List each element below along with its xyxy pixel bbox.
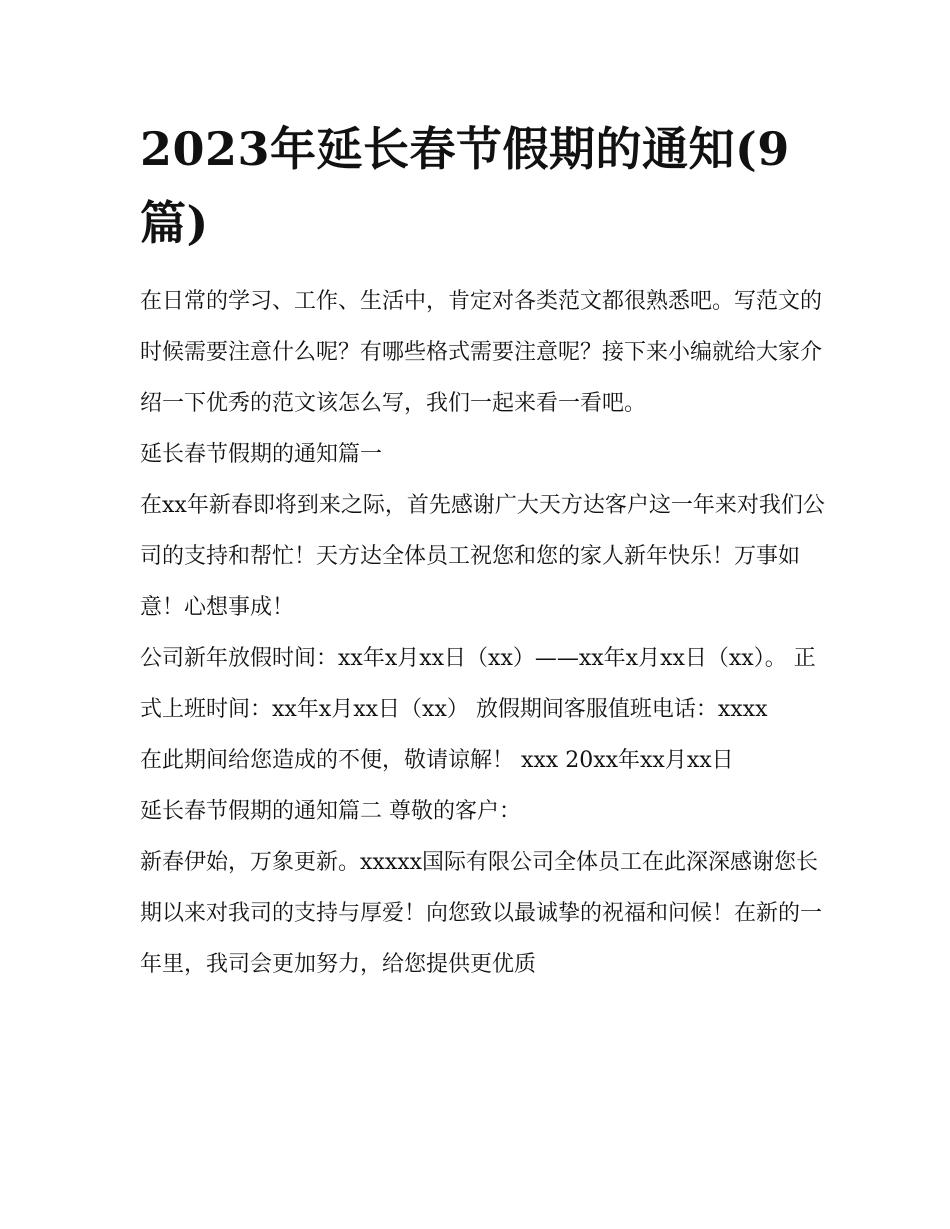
body-paragraph: 在xx年新春即将到来之际，首先感谢广大天方达客户这一年来对我们公司的支持和帮忙！天方达全体员工祝您和您的家人新年快乐！万事如意！心想事成！ xyxy=(140,493,825,620)
body-paragraph: 新春伊始，万象更新。xxxxx国际有限公司全体员工在此深深感谢您长期以来对我司的支持与厚爱！向您致以最诚挚的祝福和问候！在新的一年里，我司会更加努力，给您提供更优质 xyxy=(140,850,823,977)
document-body xyxy=(140,276,830,990)
holiday-schedule-paragraph: 公司新年放假时间：xx年x月xx日（xx）——xx年x月xx日（xx）。 正式上班时间：xx年x月xx日（xx） 放假期间客服值班电话：xxxx xyxy=(140,646,816,722)
intro-paragraph: 在日常的学习、工作、生活中，肯定对各类范文都很熟悉吧。写范文的时候需要注意什么呢？有哪些格式需要注意呢？接下来小编就给大家介绍一下优秀的范文该怎么写，我们一起来看一看吧。 xyxy=(140,289,823,416)
section-heading-2: 延长春节假期的通知篇二 尊敬的客户： xyxy=(140,799,521,824)
apology-signature-line: 在此期间给您造成的不便，敬请谅解！ xxx 20xx年xx月xx日 xyxy=(140,748,734,773)
section-heading-1: 延长春节假期的通知篇一 xyxy=(140,442,383,467)
document-title: 2023年延长春节假期的通知(9篇) xyxy=(140,122,790,250)
